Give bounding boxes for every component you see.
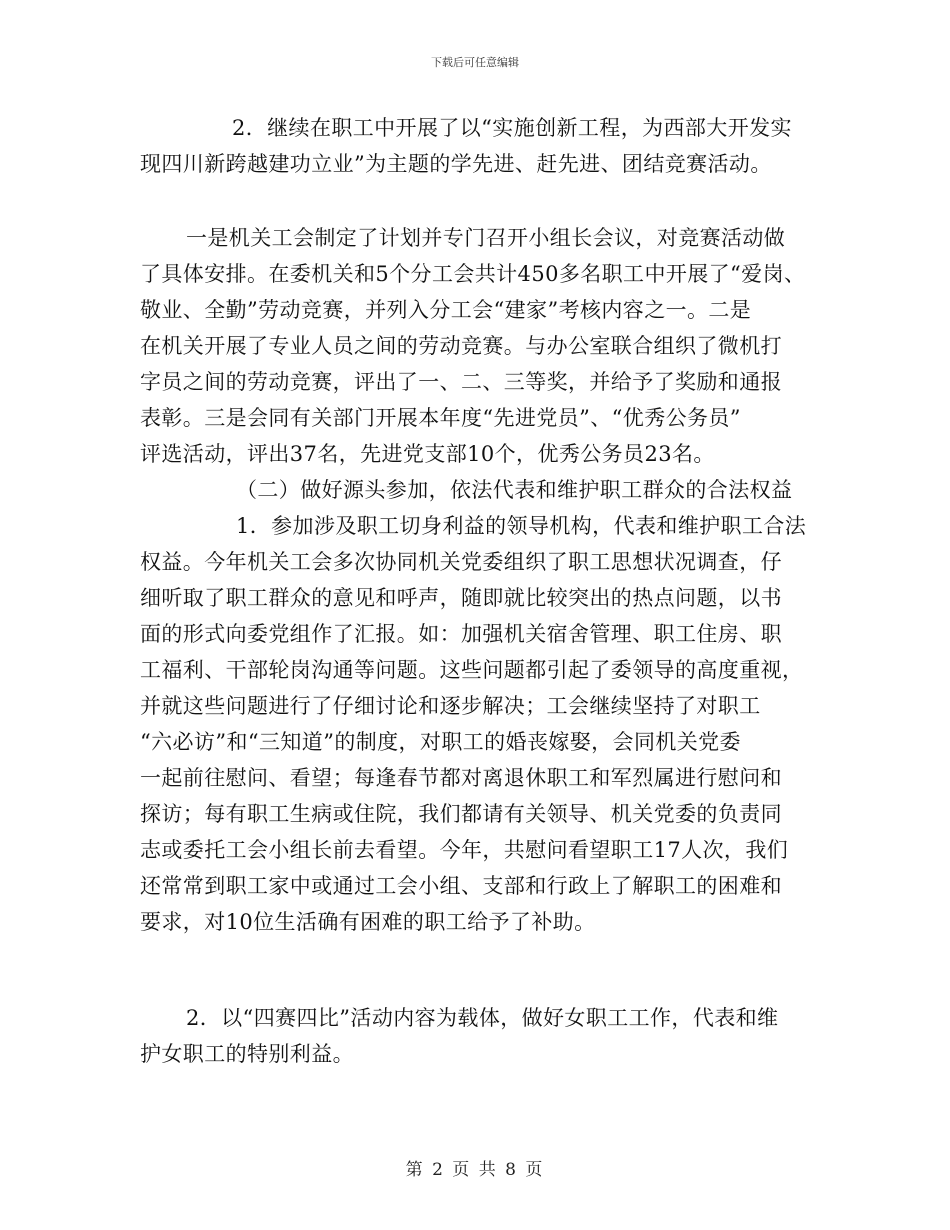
- body-line: 了具体安排。在委机关和5个分工会共计450多名职工中开展了“爱岗、: [140, 262, 806, 286]
- page-header-note: 下载后可任意编辑: [431, 56, 519, 69]
- body-line: 工福利、干部轮岗沟通等问题。这些问题都引起了委领导的高度重视，: [140, 658, 804, 682]
- section-heading: （二）做好源头参加，依法代表和维护职工群众的合法权益: [236, 478, 793, 502]
- body-line: 要求，对10位生活确有困难的职工给予了补助。: [140, 910, 596, 934]
- body-line: 表彰。三是会同有关部门开展本年度“先进党员”、“优秀公务员”: [140, 406, 741, 430]
- body-line: 2．继续在职工中开展了以“实施创新工程，为西部大开发实: [232, 116, 792, 140]
- body-line: 1．参加涉及职工切身利益的领导机构，代表和维护职工合法: [236, 514, 807, 538]
- body-line: 评选活动，评出37名，先进党支部10个，优秀公务员23名。: [140, 442, 715, 466]
- body-line: 并就这些问题进行了仔细讨论和逐步解决；工会继续坚持了对职工: [140, 694, 761, 718]
- body-line: 现四川新跨越建功立业”为主题的学先进、赶先进、团结竞赛活动。: [140, 152, 772, 176]
- body-line: 探访；每有职工生病或住院，我们都请有关领导、机关党委的负责同: [140, 802, 782, 826]
- body-line: 护女职工的特别利益。: [140, 1042, 354, 1066]
- body-line: 志或委托工会小组长前去看望。今年，共慰问看望职工17人次，我们: [140, 838, 789, 862]
- body-line: 细听取了职工群众的意见和呼声，随即就比较突出的热点问题，以书: [140, 586, 782, 610]
- page-number-footer: 第 2 页 共 8 页: [405, 1160, 545, 1180]
- body-line: 敬业、全勤”劳动竞赛，并列入分工会“建家”考核内容之一。二是: [140, 298, 752, 322]
- body-line: 面的形式向委党组作了汇报。如：加强机关宿舍管理、职工住房、职: [140, 622, 782, 646]
- body-line: 在机关开展了专业人员之间的劳动竞赛。与办公室联合组织了微机打: [140, 334, 782, 358]
- body-line: “六必访”和“三知道”的制度，对职工的婚丧嫁娶，会同机关党委: [140, 730, 741, 754]
- body-line: 字员之间的劳动竞赛，评出了一、二、三等奖，并给予了奖励和通报: [140, 370, 782, 394]
- body-line: 一起前往慰问、看望；每逢春节都对离退休职工和军烈属进行慰问和: [140, 766, 782, 790]
- body-line: 一是机关工会制定了计划并专门召开小组长会议，对竞赛活动做: [186, 226, 786, 250]
- body-line: 权益。今年机关工会多次协同机关党委组织了职工思想状况调查，仔: [140, 550, 782, 574]
- body-line: 2．以“四赛四比”活动内容为载体，做好女职工工作，代表和维: [186, 1006, 779, 1030]
- body-line: 还常常到职工家中或通过工会小组、支部和行政上了解职工的困难和: [140, 874, 782, 898]
